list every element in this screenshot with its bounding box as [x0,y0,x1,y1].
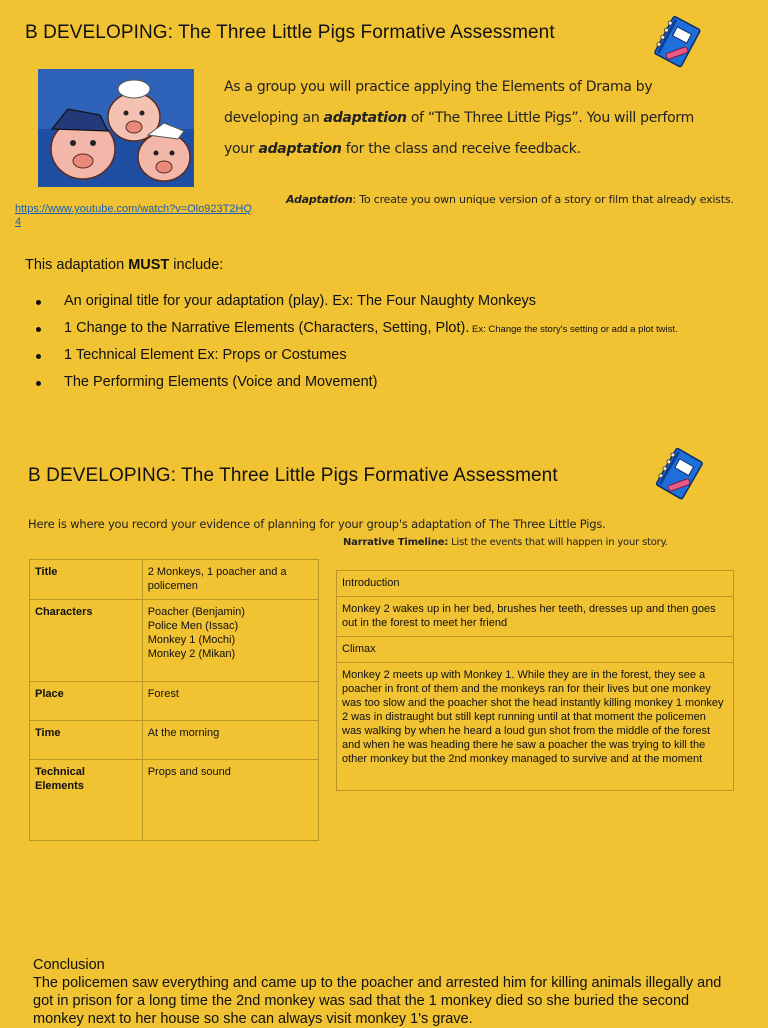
plan-value: Props and sound [142,760,318,841]
intro-line-1: As a group you will practice applying the Elements of Drama by [224,79,653,95]
table-row [337,597,734,637]
three-pigs-image [38,69,194,187]
plan-value: Poacher (Benjamin) Police Men (Issac) Monkey 1 (Mochi) Monkey 2 (Mikan) [142,600,318,682]
plan-label: Characters [30,600,143,682]
table-row [337,663,734,791]
section1-title: B DEVELOPING: The Three Little Pigs Formative Assessment [25,22,555,43]
timeline-cell: Climax [337,637,734,663]
table-row [30,600,319,682]
plan-value: Forest [142,682,318,721]
section2-title: B DEVELOPING: The Three Little Pigs Formative Assessment [28,465,558,486]
intro-paragraph [224,72,744,165]
narrative-timeline-label: Narrative Timeline: List the events that will happen in your story. [343,537,668,548]
conclusion-text: The policemen saw everything and came up to the poacher and arrested him for killing animals illegally and got in prison for a long time the 2nd monkey was sad that the 1 monkey died so she buried the second monkey next to her house so she can always visit monkey 1's grave. [33,975,722,1027]
notebook-icon [650,446,706,502]
requirements-list: An original title for your adaptation (play). Ex: The Four Naughty Monkeys 1 Change to the Narrative Elements (Characters, Setting, Plot). Ex: Change the story's setting or add a plot twist. 1 Technical Element Ex: Props or Costumes The Performing Elements (Voice and Movement) [36,293,756,393]
timeline-cell: Monkey 2 meets up with Monkey 1. While they are in the forest, they see a poacher in front of them and the monkeys ran for their lives but one monkey was too slow and the poacher shot the head instantly killing monkey 1 monkey 2 was in distraught but still kept running until at that moment the policemen was walking by when he heard a loud gun shot from the middle of the forest and when he was heading there he saw a poacher the was trying to kill the other monkey but the 2nd monkey managed to survive and at the moment [337,663,734,791]
table-row [337,637,734,663]
intro-line-2: developing an adaptation of “The Three Little Pigs”. You will perform [224,110,694,126]
table-row [337,571,734,597]
youtube-link[interactable]: https://www.youtube.com/watch?v=Olo923T2HQ4 [15,203,252,228]
plan-label: Title [30,560,143,600]
conclusion [33,956,733,1028]
intro-line-3: your adaptation for the class and receive feedback. [224,141,581,157]
timeline-cell: Monkey 2 wakes up in her bed, brushes her teeth, dresses up and then goes out in the forest to meet her friend [337,597,734,637]
section2-subtitle: Here is where you record your evidence of planning for your group's adaptation of The Three Little Pigs. [28,517,606,531]
table-row [30,721,319,760]
must-include-heading: This adaptation MUST include: [25,257,224,273]
plan-label: Technical Elements [30,760,143,841]
timeline-table [336,570,734,791]
notebook-icon [648,14,704,70]
plan-value: At the morning [142,721,318,760]
plan-label: Time [30,721,143,760]
plan-value: 2 Monkeys, 1 poacher and a policemen [142,560,318,600]
plan-table [29,559,319,841]
table-row [30,682,319,721]
conclusion-label: Conclusion [33,957,105,973]
adaptation-definition: Adaptation: To create you own unique version of a story or film that already exists. [286,193,734,206]
table-row [30,560,319,600]
plan-label: Place [30,682,143,721]
table-row [30,760,319,841]
timeline-cell: Introduction [337,571,734,597]
